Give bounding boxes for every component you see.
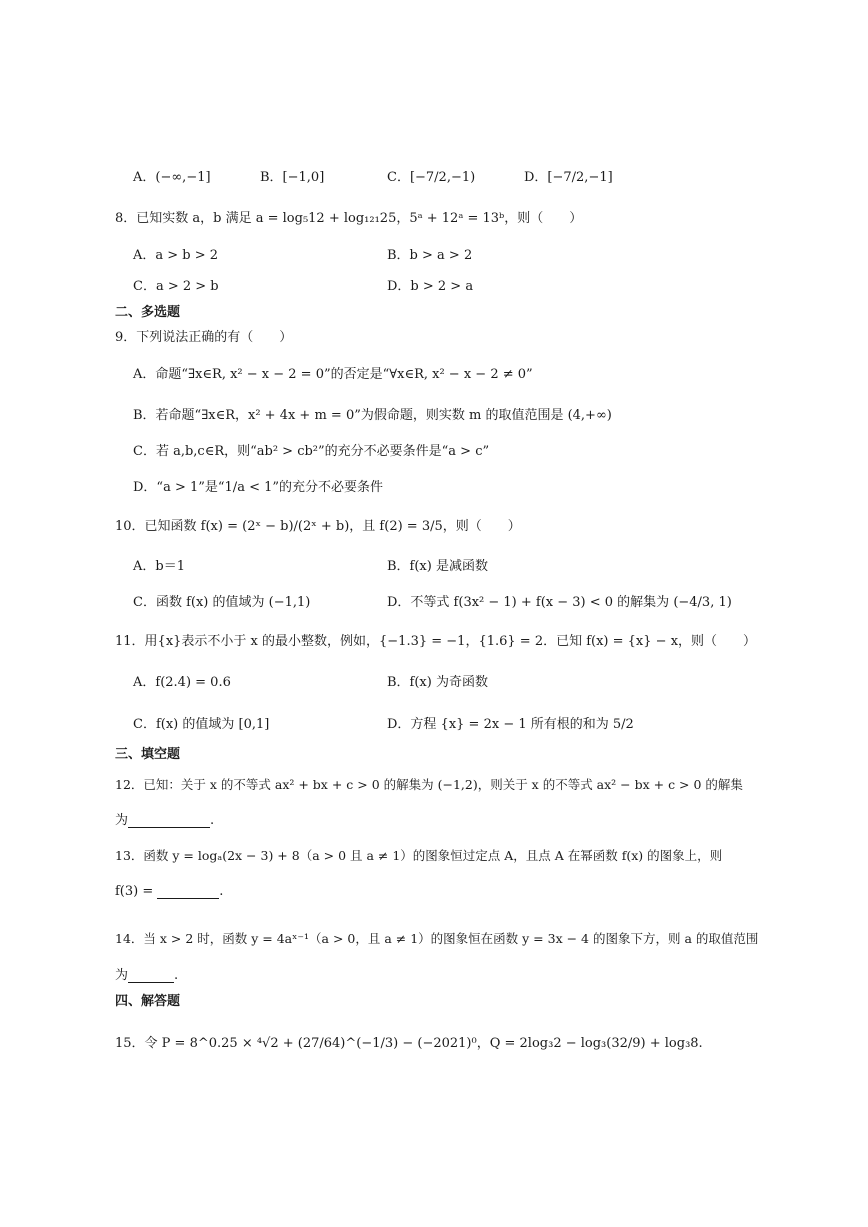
q12-prefix: 为 <box>115 813 129 828</box>
q13-answer-blank[interactable] <box>157 884 219 899</box>
q10-option-c: C．函数 f(x) 的值域为 (−1,1) <box>133 595 311 610</box>
q8-option-a: A．a > b > 2 <box>133 248 219 263</box>
q7-option-a: A．(−∞,−1] <box>133 170 211 185</box>
q13-answer-line <box>115 884 223 899</box>
q11-option-d: D．方程 {x} = 2x − 1 所有根的和为 5/2 <box>387 717 634 732</box>
q13-text: 13．函数 y = logₐ(2x − 3) + 8（a > 0 且 a ≠ 1）的图象恒过定点 A，且点 A 在幂函数 f(x) 的图象上，则 <box>115 848 723 863</box>
q14-answer-line <box>115 964 178 983</box>
q9-option-b: B．若命题“∃x∈R，x² + 4x + m = 0”为假命题，则实数 m 的取值范围是 (4,+∞) <box>133 408 612 423</box>
q8-option-b: B．b > a > 2 <box>387 248 473 263</box>
section-heading-fill-in: 三、填空题 <box>115 747 181 762</box>
q7-option-c: C．[−7/2,−1) <box>387 170 476 185</box>
q11-option-b: B．f(x) 为奇函数 <box>387 675 488 690</box>
q13-suffix: . <box>219 884 224 899</box>
q11-option-a: A．f(2.4) = 0.6 <box>133 675 231 690</box>
q8-option-d: D．b > 2 > a <box>387 279 474 294</box>
q14-prefix: 为 <box>115 968 129 983</box>
q8-option-c: C．a > 2 > b <box>133 279 219 294</box>
q14-suffix: . <box>174 968 179 983</box>
q12-answer-line <box>115 809 214 828</box>
q12-answer-blank[interactable] <box>128 813 210 828</box>
q9-option-a: A．命题“∃x∈R, x² − x − 2 = 0”的否定是“∀x∈R, x² − x − 2 ≠ 0” <box>133 367 533 382</box>
q15-text: 15．令 P = 8^0.25 × ⁴√2 + (27/64)^(−1/3) − (−2021)⁰，Q = 2log₃2 − log₃(32/9) + log₃8. <box>115 1036 703 1051</box>
q10-option-b: B．f(x) 是减函数 <box>387 559 488 574</box>
q10-option-d: D．不等式 f(3x² − 1) + f(x − 3) < 0 的解集为 (−4/3, 1) <box>387 595 732 610</box>
q7-option-b: B．[−1,0] <box>260 170 325 185</box>
section-heading-multiple-choice: 二、多选题 <box>115 305 181 320</box>
q14-answer-blank[interactable] <box>128 968 174 983</box>
q12-suffix: . <box>210 813 215 828</box>
q7-option-d: D．[−7/2,−1] <box>524 170 613 185</box>
q13-prefix: f(3) = <box>115 884 154 899</box>
q8-stem: 8．已知实数 a，b 满足 a = log₅12 + log₁₂₁25，5ᵃ + 12ᵃ = 13ᵇ，则（ ） <box>115 211 583 226</box>
q14-text: 14．当 x > 2 时，函数 y = 4aˣ⁻¹（a > 0，且 a ≠ 1）的图象恒在函数 y = 3x − 4 的图象下方，则 a 的取值范围 <box>115 931 759 946</box>
q10-stem: 10．已知函数 f(x) = (2ˣ − b)/(2ˣ + b)，且 f(2) = 3/5，则（ ） <box>115 519 521 534</box>
q11-option-c: C．f(x) 的值域为 [0,1] <box>133 717 270 732</box>
q9-option-c: C．若 a,b,c∈R，则“ab² > cb²”的充分不必要条件是“a > c” <box>133 444 490 459</box>
q9-option-d: D．“a > 1”是“1/a < 1”的充分不必要条件 <box>133 480 384 495</box>
q9-stem: 9．下列说法正确的有（ ） <box>115 330 293 345</box>
q11-stem: 11．用{x}表示不小于 x 的最小整数，例如，{−1.3} = −1，{1.6} = 2．已知 f(x) = {x} − x，则（ ） <box>115 634 757 649</box>
section-heading-solutions: 四、解答题 <box>115 994 181 1009</box>
q12-text: 12．已知：关于 x 的不等式 ax² + bx + c > 0 的解集为 (−1,2)，则关于 x 的不等式 ax² − bx + c > 0 的解集 <box>115 777 743 792</box>
q10-option-a: A．b＝1 <box>133 559 185 574</box>
